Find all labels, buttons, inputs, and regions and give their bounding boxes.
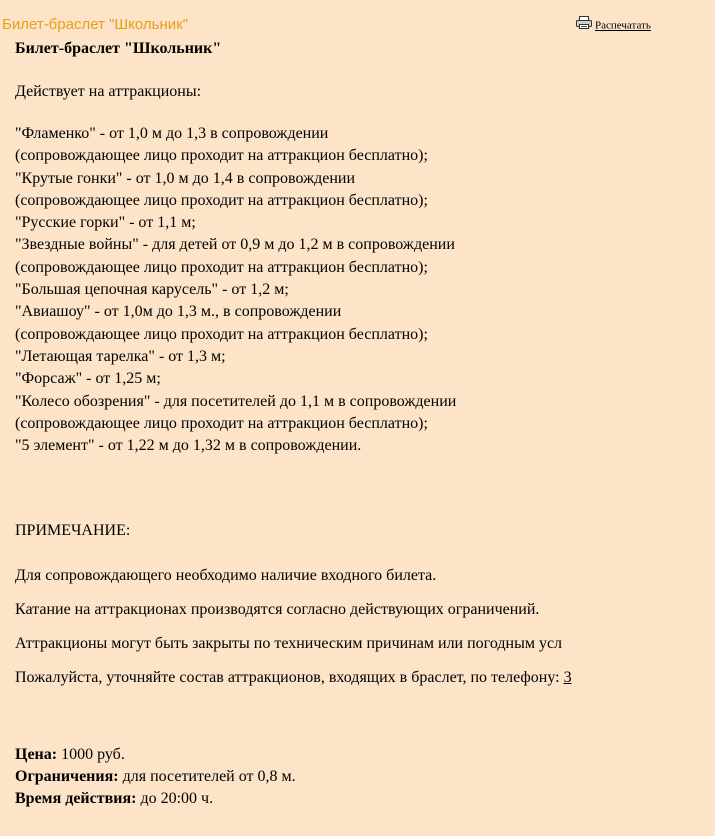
price-value: 1000 руб. xyxy=(57,746,125,764)
attraction-line: "Русские горки" - от 1,1 м; xyxy=(15,214,196,232)
attraction-line: "Большая цепочная карусель" - от 1,2 м; xyxy=(15,281,289,299)
ticket-description xyxy=(15,37,715,810)
price-row xyxy=(15,744,715,766)
attraction-line: (сопровождающее лицо проходит на аттракцион бесплатно); xyxy=(15,414,428,432)
attraction-line: "Летающая тарелка" - от 1,3 м; xyxy=(15,347,226,365)
attraction-line: (сопровождающее лицо проходит на аттракцион бесплатно); xyxy=(15,147,428,165)
phone-note xyxy=(15,667,715,689)
limits-value: для посетителей от 0,8 м. xyxy=(118,768,296,786)
page-title: Билет-браслет "Школьник" xyxy=(15,40,222,57)
attraction-line: "Звездные войны" - для детей от 0,9 м до 1,2 м в сопровождении xyxy=(15,236,455,254)
attraction-line: "Крутые гонки" - от 1,0 м до 1,4 в сопровождении xyxy=(15,169,356,187)
time-row xyxy=(15,788,715,810)
site-title: Билет-браслет "Школьник" xyxy=(2,16,189,33)
note-line: Аттракционы могут быть закрыты по техническим причинам или погодным усл xyxy=(15,635,563,653)
time-label: Время действия: xyxy=(15,790,137,808)
printer-icon[interactable] xyxy=(576,16,592,35)
time-value: до 20:00 ч. xyxy=(136,790,214,808)
limits-row xyxy=(15,766,715,788)
attractions-list xyxy=(15,123,715,457)
print-link-label[interactable]: Распечатать xyxy=(595,19,651,32)
top-bar xyxy=(0,0,651,40)
attraction-line: "Колесо обозрения" - для посетителей до 1,1 м в сопровождении xyxy=(15,392,457,410)
attraction-line: "Фламенко" - от 1,0 м до 1,3 в сопровождении xyxy=(15,125,329,142)
price-label: Цена: xyxy=(15,746,58,764)
attraction-line: "5 элемент" - от 1,22 м до 1,32 м в сопровождении. xyxy=(15,437,362,455)
note-title: ПРИМЕЧАНИЕ: xyxy=(15,522,131,540)
attraction-line: "Форсаж" - от 1,25 м; xyxy=(15,370,161,388)
print-link[interactable] xyxy=(576,16,651,34)
note-line: Для сопровождающего необходимо наличие входного билета. xyxy=(15,567,437,585)
limits-label: Ограничения: xyxy=(15,768,119,786)
attraction-line: (сопровождающее лицо проходит на аттракцион бесплатно); xyxy=(15,258,428,276)
phone-link[interactable]: 3 xyxy=(563,669,572,687)
intro-text: Действует на аттракционы: xyxy=(15,83,202,100)
phone-note-text: Пожалуйста, уточняйте состав аттракционов, входящих в браслет, по телефону: xyxy=(15,669,564,687)
note-line: Катание на аттракционах производятся согласно действующих ограничений. xyxy=(15,601,540,619)
attraction-line: (сопровождающее лицо проходит на аттракцион бесплатно); xyxy=(15,191,428,209)
ticket-details xyxy=(15,744,715,810)
attraction-line: "Авиашоу" - от 1,0м до 1,3 м., в сопровождении xyxy=(15,303,342,321)
attraction-line: (сопровождающее лицо проходит на аттракцион бесплатно); xyxy=(15,325,428,343)
